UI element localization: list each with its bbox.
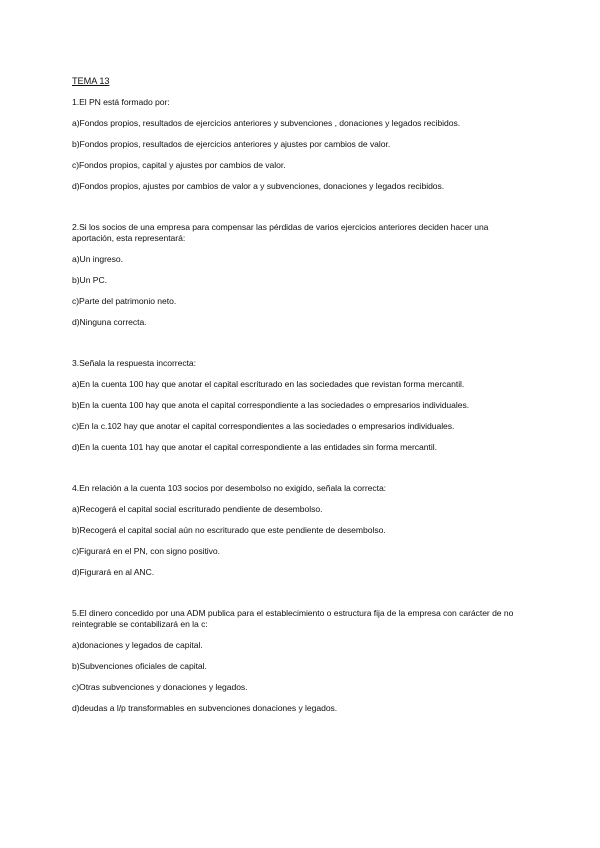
question-5-option-b: b)Subvenciones oficiales de capital. <box>72 661 207 671</box>
question-1-prompt: 1.El PN está formado por: <box>72 97 170 107</box>
question-3-prompt: 3.Señala la respuesta incorrecta: <box>72 358 196 368</box>
question-3-option-b: b)En la cuenta 100 hay que anota el capital correspondiente a las sociedades o empresarios individuales. <box>72 400 470 410</box>
question-1-option-d: d)Fondos propios, ajustes por cambios de valor a y subvenciones, donaciones y legados recibidos. <box>72 181 445 191</box>
question-4-option-d: d)Figurará en al ANC. <box>72 567 155 577</box>
question-1-option-c: c)Fondos propios, capital y ajustes por cambios de valor. <box>72 160 286 170</box>
question-4-option-b: b)Recogerá el capital social aún no escriturado que este pendiente de desembolso. <box>72 525 386 535</box>
question-5-option-a: a)donaciones y legados de capital. <box>72 640 203 650</box>
question-2-option-b: b)Un PC. <box>72 275 107 285</box>
section-gap <box>72 202 532 222</box>
question-5-option-d: d)deudas a l/p transformables en subvenciones donaciones y legados. <box>72 703 338 713</box>
question-2-option-d: d)Ninguna correcta. <box>72 317 147 327</box>
question-4-option-a: a)Recogerá el capital social escriturado pendiente de desembolso. <box>72 504 323 514</box>
question-3-option-c: c)En la c.102 hay que anotar el capital correspondientes a las sociedades o empresarios individuales. <box>72 421 455 431</box>
section-gap <box>72 463 532 483</box>
document-title: TEMA 13 <box>72 76 110 86</box>
section-gap <box>72 588 532 608</box>
question-4-option-c: c)Figurará en el PN, con signo positivo. <box>72 546 220 556</box>
section-gap <box>72 338 532 358</box>
question-5-prompt: 5.El dinero concedido por una ADM publica para el establecimiento o estructura fija de la empresa con carácter de no reintegrable se contabilizará en la c: <box>72 608 514 629</box>
question-1-option-b: b)Fondos propios, resultados de ejercicios anteriores y ajustes por cambios de valor. <box>72 139 391 149</box>
question-2-prompt: 2.Si los socios de una empresa para compensar las pérdidas de varios ejercicios anteriores deciden hacer una aportación, esta representará: <box>72 222 489 243</box>
document-body <box>72 76 532 724</box>
question-5-option-c: c)Otras subvenciones y donaciones y legados. <box>72 682 248 692</box>
question-3-option-d: d)En la cuenta 101 hay que anotar el capital correspondiente a las entidades sin forma mercantil. <box>72 442 437 452</box>
question-1-option-a: a)Fondos propios, resultados de ejercicios anteriores y subvenciones , donaciones y legados recibidos. <box>72 118 461 128</box>
question-3-option-a: a)En la cuenta 100 hay que anotar el capital escriturado en las sociedades que revistan forma mercantil. <box>72 379 465 389</box>
question-4-prompt: 4.En relación a la cuenta 103 socios por desembolso no exigido, señala la correcta: <box>72 483 387 493</box>
question-2-option-a: a)Un ingreso. <box>72 254 123 264</box>
question-2-option-c: c)Parte del patrimonio neto. <box>72 296 177 306</box>
